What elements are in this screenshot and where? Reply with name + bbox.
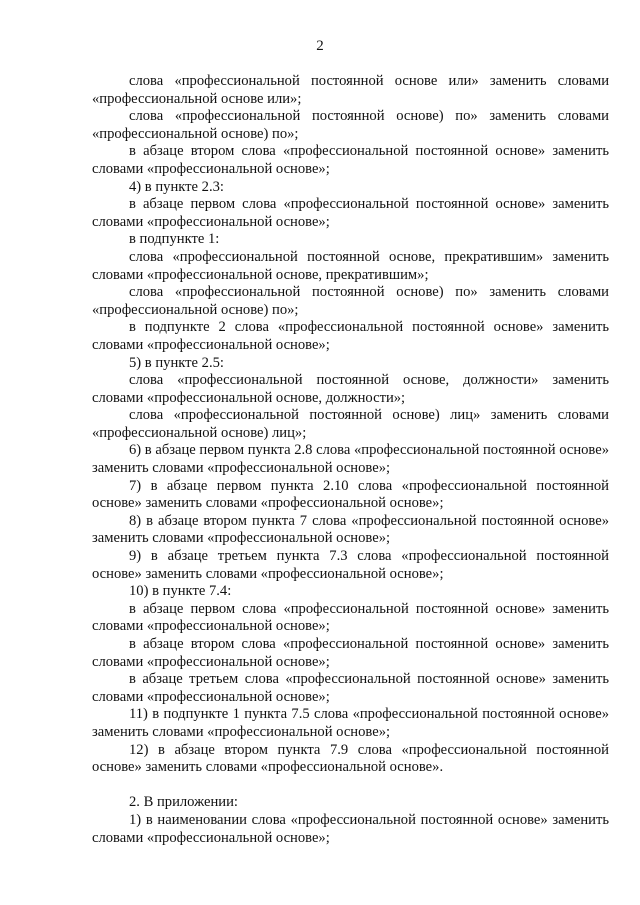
document-body xyxy=(92,73,609,847)
paragraph: 7) в абзаце первом пункта 2.10 слова «профессиональной постоянной основе» заменить словами «профессиональной основе»; xyxy=(92,477,609,512)
paragraph: слова «профессиональной постоянной основе) по» заменить словами «профессиональной основе) по»; xyxy=(92,284,609,318)
paragraph: в подпункте 1: xyxy=(129,231,220,248)
paragraph: 12) в абзаце втором пункта 7.9 слова «профессиональной постоянной основе» заменить словами «профессиональной основе». xyxy=(92,741,609,776)
paragraph: 5) в пункте 2.5: xyxy=(129,354,224,371)
paragraph: в абзаце первом слова «профессиональной постоянной основе» заменить словами «профессиональной основе»; xyxy=(92,600,609,635)
paragraph: слова «профессиональной постоянной основе, прекратившим» заменить словами «профессиональной основе, прекратившим»; xyxy=(92,248,609,283)
paragraph: слова «профессиональной постоянной основе или» заменить словами «профессиональной основе или»; xyxy=(92,73,609,107)
paragraph: слова «профессиональной постоянной основе, должности» заменить словами «профессиональной основе, должности»; xyxy=(92,372,609,406)
paragraph: 8) в абзаце втором пункта 7 слова «профессиональной постоянной основе» заменить словами «профессиональной основе»; xyxy=(92,512,609,547)
paragraph: в абзаце втором слова «профессиональной постоянной основе» заменить словами «профессиональной основе»; xyxy=(92,143,609,177)
paragraph: 6) в абзаце первом пункта 2.8 слова «профессиональной постоянной основе» заменить словами «профессиональной основе»; xyxy=(92,442,610,477)
paragraph: слова «профессиональной постоянной основе) лиц» заменить словами «профессиональной основе) лиц»; xyxy=(92,407,609,441)
paragraph: в подпункте 2 слова «профессиональной постоянной основе» заменить словами «профессиональной основе»; xyxy=(92,319,609,353)
paragraph: в абзаце втором слова «профессиональной постоянной основе» заменить словами «профессиональной основе»; xyxy=(92,636,609,670)
page-number: 2 xyxy=(316,38,324,54)
paragraph: 4) в пункте 2.3: xyxy=(129,178,224,195)
paragraph: 11) в подпункте 1 пункта 7.5 слова «профессиональной постоянной основе» заменить словами «профессиональной основе»; xyxy=(92,706,609,740)
paragraph: 9) в абзаце третьем пункта 7.3 слова «профессиональной постоянной основе» заменить словами «профессиональной основе»; xyxy=(92,548,609,582)
paragraph: в абзаце первом слова «профессиональной постоянной основе» заменить словами «профессиональной основе»; xyxy=(92,196,609,230)
paragraph: слова «профессиональной постоянной основе) по» заменить словами «профессиональной основе) по»; xyxy=(92,108,609,142)
section-heading: 2. В приложении: xyxy=(129,794,238,811)
paragraph: 10) в пункте 7.4: xyxy=(129,583,232,600)
paragraph: 1) в наименовании слова «профессиональной постоянной основе» заменить словами «профессиональной основе»; xyxy=(92,811,609,846)
paragraph: в абзаце третьем слова «профессиональной постоянной основе» заменить словами «профессиональной основе»; xyxy=(92,671,609,705)
